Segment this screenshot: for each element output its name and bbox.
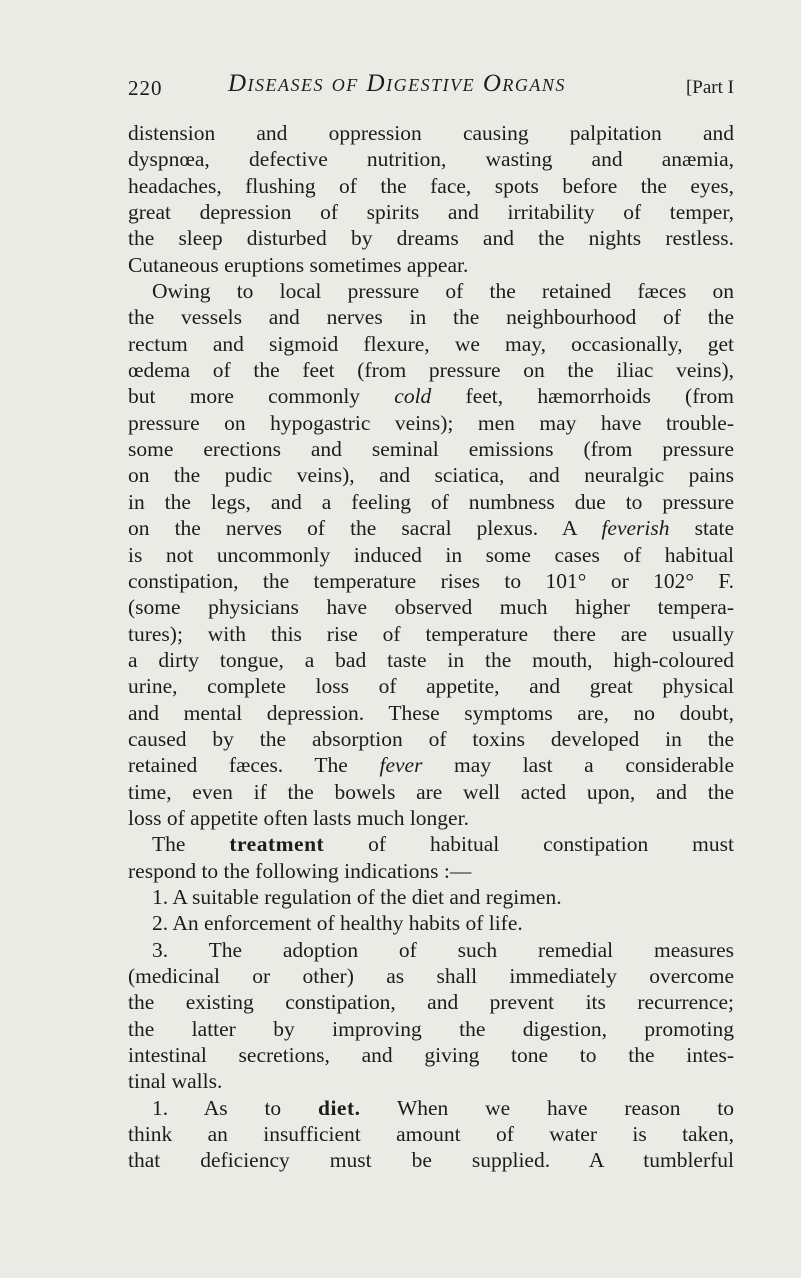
text-segment: of habitual constipation must xyxy=(324,832,734,857)
text-line: distension and oppression causing palpitation and xyxy=(128,121,734,145)
text-line: on the pudic veins), and sciatica, and neuralgic pains xyxy=(128,463,734,488)
text-line: constipation, the temperature rises to 101° or 102° F. xyxy=(128,568,734,593)
text-line: is not uncommonly induced in some cases of habitual xyxy=(128,542,734,567)
text-line: think an insufficient amount of water is taken, xyxy=(128,1122,734,1147)
text-segment: feet, hæmorrhoids (from xyxy=(431,384,734,409)
text-segment: may last a considerable xyxy=(422,753,734,778)
text-line: intestinal secretions, and giving tone to the intes- xyxy=(128,1043,734,1068)
text-line xyxy=(128,515,734,541)
text-line: Cutaneous eruptions sometimes appear. xyxy=(128,252,469,277)
italic-term: cold xyxy=(394,384,432,409)
text-segment: retained fæces. The xyxy=(128,753,380,778)
italic-term: fever xyxy=(379,753,423,778)
part-label: [Part I xyxy=(685,77,734,98)
text-line: respond to the following indications :— xyxy=(128,858,472,883)
text-segment: The xyxy=(152,832,230,857)
text-line: headaches, flushing of the face, spots before the eyes, xyxy=(128,173,734,198)
text-line: the vessels and nerves in the neighbourhood of the xyxy=(128,305,734,330)
text-segment: state xyxy=(669,516,734,541)
bold-term: treatment xyxy=(229,832,325,857)
text-line: 1. A suitable regulation of the diet and regimen. xyxy=(152,884,562,909)
text-line: tinal walls. xyxy=(128,1069,223,1094)
text-line: (some physicians have observed much higher tempera- xyxy=(128,595,734,620)
italic-term: feverish xyxy=(601,516,670,541)
text-line: great depression of spirits and irritability of temper, xyxy=(128,200,734,225)
text-segment: 1. As to xyxy=(152,1095,318,1120)
text-line: and mental depression. These symptoms are, no doubt, xyxy=(128,700,734,725)
text-line: some erections and seminal emissions (from pressure xyxy=(128,437,734,462)
text-line: rectum and sigmoid flexure, we may, occasionally, get xyxy=(128,331,734,356)
text-segment: When we have reason to xyxy=(360,1095,735,1120)
text-line xyxy=(128,831,734,857)
text-line: urine, complete loss of appetite, and great physical xyxy=(128,674,734,699)
text-line: caused by the absorption of toxins developed in the xyxy=(128,726,734,751)
text-segment: but more commonly xyxy=(128,384,395,409)
running-title: Diseases of Digestive Organs xyxy=(228,70,566,97)
text-line xyxy=(128,383,734,409)
text-line: pressure on hypogastric veins); men may have trouble- xyxy=(128,410,734,435)
text-line: time, even if the bowels are well acted upon, and the xyxy=(128,779,734,804)
text-line: the existing constipation, and prevent its recurrence; xyxy=(128,990,734,1015)
text-line: tures); with this rise of temperature there are usually xyxy=(128,621,734,646)
text-line: (medicinal or other) as shall immediately overcome xyxy=(128,964,734,988)
bold-term: diet. xyxy=(318,1095,361,1120)
text-line: œdema of the feet (from pressure on the iliac veins), xyxy=(128,358,734,383)
text-line xyxy=(128,1095,734,1121)
text-line: the sleep disturbed by dreams and the nights restless. xyxy=(128,226,734,251)
text-line xyxy=(128,752,734,778)
text-line: Owing to local pressure of the retained fæces on xyxy=(152,279,734,304)
text-line: in the legs, and a feeling of numbness due to pressure xyxy=(128,489,734,514)
text-line: 3. The adoption of such remedial measures xyxy=(152,937,734,962)
text-line: the latter by improving the digestion, promoting xyxy=(128,1016,734,1041)
text-line: a dirty tongue, a bad taste in the mouth, high-coloured xyxy=(128,647,734,672)
text-line: dyspnœa, defective nutrition, wasting and anæmia, xyxy=(128,147,734,172)
text-line: 2. An enforcement of healthy habits of life. xyxy=(152,911,523,936)
text-segment: on the nerves of the sacral plexus. A xyxy=(128,516,602,541)
running-header xyxy=(128,70,734,110)
page-number: 220 xyxy=(128,76,163,100)
text-line: that deficiency must be supplied. A tumblerful xyxy=(128,1148,734,1173)
body-text xyxy=(128,120,734,1174)
text-line: loss of appetite often lasts much longer. xyxy=(128,805,469,830)
